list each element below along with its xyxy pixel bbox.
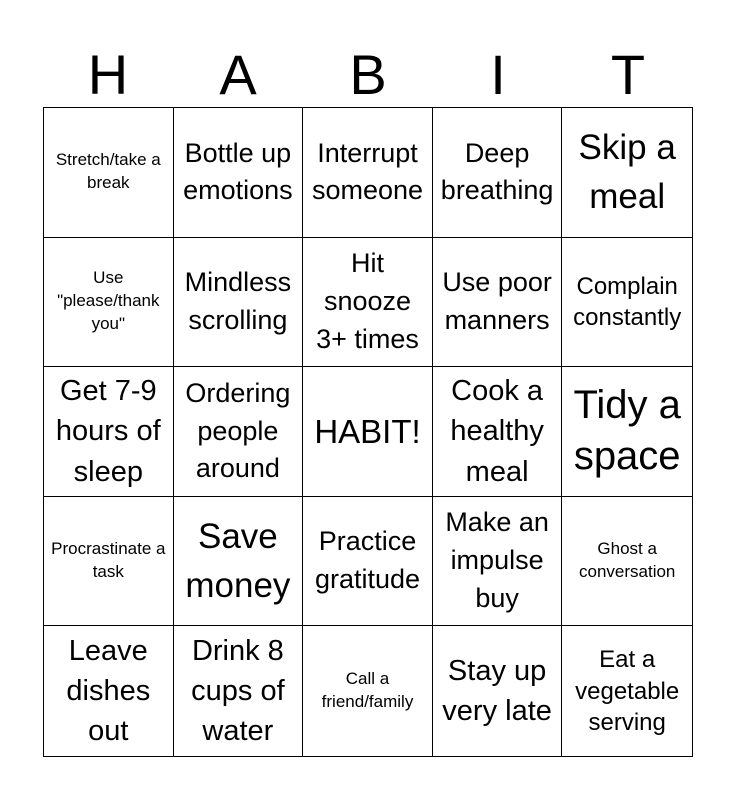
cell-label: Complain constantly <box>573 272 682 331</box>
bingo-cell-r2c1[interactable] <box>44 238 174 368</box>
free-space-label: HABIT! <box>314 412 421 450</box>
cell-label: Deep breathing <box>440 137 554 206</box>
cell-label: Bottle up emotions <box>183 137 293 206</box>
cell-label: Tidy a space <box>573 383 681 479</box>
bingo-cell-r1c1[interactable] <box>44 108 174 238</box>
cell-label: Use "please/thank you" <box>57 268 160 334</box>
cell-label: Ghost a conversation <box>579 539 676 582</box>
cell-label: Get 7-9 hours of sleep <box>55 375 161 488</box>
header-letter-b: B <box>349 43 387 106</box>
free-space-cell[interactable] <box>303 367 433 497</box>
cell-label: Hit snooze 3+ times <box>316 248 419 354</box>
cell-label: Make an impulse buy <box>445 507 549 613</box>
bingo-cell-r1c4[interactable] <box>433 108 563 238</box>
bingo-cell-r2c2[interactable] <box>174 238 304 368</box>
cell-label: Cook a healthy meal <box>450 375 544 488</box>
cell-label: Call a friend/family <box>321 669 414 712</box>
cell-label: Practice gratitude <box>314 526 421 595</box>
bingo-cell-r5c2[interactable] <box>174 626 304 756</box>
header-letter-a: A <box>219 43 257 106</box>
cell-label: Mindless scrolling <box>184 267 292 335</box>
bingo-cell-r4c3[interactable] <box>303 497 433 627</box>
bingo-header <box>43 42 693 108</box>
cell-label: Save money <box>185 517 291 606</box>
bingo-cell-r4c1[interactable] <box>44 497 174 627</box>
cell-label: Stretch/take a break <box>55 150 161 193</box>
bingo-cell-r3c2[interactable] <box>174 367 304 497</box>
bingo-cell-r4c2[interactable] <box>174 497 304 627</box>
bingo-cell-r3c5[interactable] <box>562 367 692 497</box>
cell-label: Procrastinate a task <box>51 539 166 582</box>
bingo-board <box>43 107 693 757</box>
cell-label: Ordering people around <box>185 377 291 484</box>
bingo-cell-r2c3[interactable] <box>303 238 433 368</box>
cell-label: Interrupt someone <box>311 137 424 206</box>
bingo-cell-r5c3[interactable] <box>303 626 433 756</box>
cell-label: Use poor manners <box>442 267 552 335</box>
header-letter-h: H <box>87 43 129 106</box>
cell-label: Eat a vegetable serving <box>575 646 680 736</box>
bingo-cell-r4c4[interactable] <box>433 497 563 627</box>
bingo-cell-r3c1[interactable] <box>44 367 174 497</box>
cell-label: Skip a meal <box>578 128 676 217</box>
bingo-cell-r3c4[interactable] <box>433 367 563 497</box>
cell-label: Drink 8 cups of water <box>191 635 285 748</box>
cell-label: Leave dishes out <box>66 635 151 748</box>
bingo-cell-r5c4[interactable] <box>433 626 563 756</box>
bingo-cell-r2c4[interactable] <box>433 238 563 368</box>
header-letter-i: I <box>490 43 506 106</box>
bingo-cell-r5c1[interactable] <box>44 626 174 756</box>
bingo-cell-r1c2[interactable] <box>174 108 304 238</box>
bingo-cell-r4c5[interactable] <box>562 497 692 627</box>
bingo-cell-r5c5[interactable] <box>562 626 692 756</box>
bingo-cell-r2c5[interactable] <box>562 238 692 368</box>
header-letter-t: T <box>610 43 646 106</box>
bingo-cell-r1c5[interactable] <box>562 108 692 238</box>
bingo-cell-r1c3[interactable] <box>303 108 433 238</box>
cell-label: Stay up very late <box>442 655 552 728</box>
